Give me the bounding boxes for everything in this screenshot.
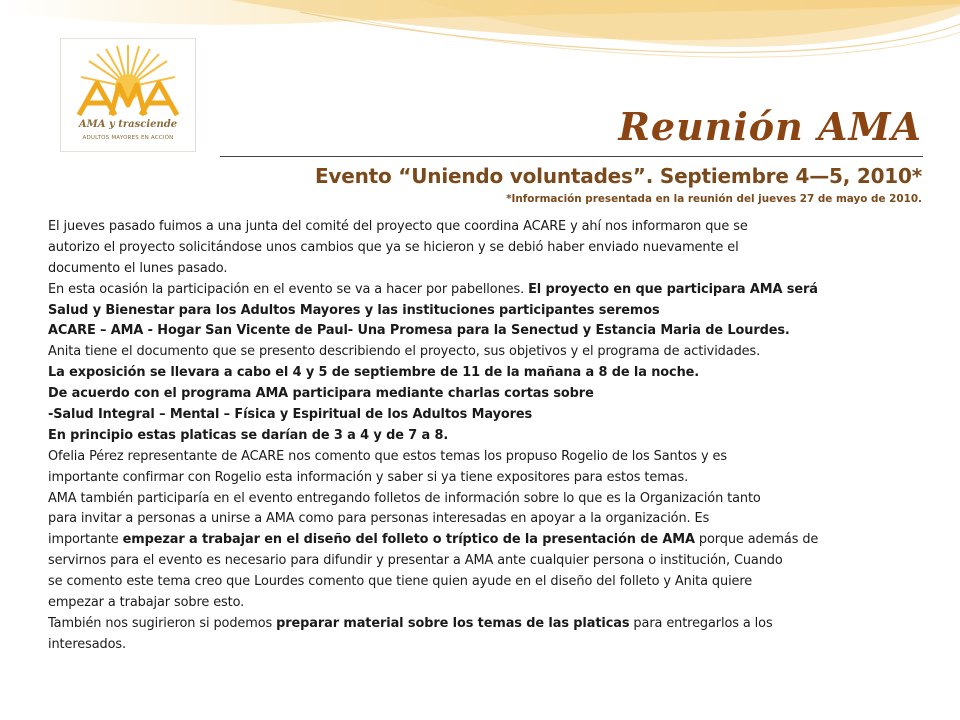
body-line: documento el lunes pasado. (48, 260, 228, 276)
body-line (48, 614, 934, 635)
title-divider (220, 156, 923, 157)
body-bold-text: preparar material sobre los temas de las platicas (276, 615, 630, 631)
body-line: servirnos para el evento es necesario para difundir y presentar a AMA ante cualquier persona o institución, Cuando (48, 553, 783, 569)
body-line: La exposición se llevara a cabo el 4 y 5 de septiembre de 11 de la mañana a 8 de la noche. (48, 365, 700, 381)
body-line: De acuerdo con el programa AMA participara mediante charlas cortas sobre (48, 386, 594, 402)
body-line (48, 530, 934, 551)
body-text: importante (48, 532, 123, 548)
body-text: para entregarlos a los (629, 615, 773, 631)
body-line: En principio estas platicas se darían de 3 a 4 y de 7 a 8. (48, 427, 449, 443)
body-line: -Salud Integral – Mental – Física y Espiritual de los Adultos Mayores (48, 407, 533, 423)
body-line: Salud y Bienestar para los Adultos Mayores y las instituciones participantes seremos (48, 302, 660, 318)
logo-tagline: AMA y trasciende (78, 119, 178, 130)
body-line: importante confirmar con Rogelio esta información y saber si ya tiene expositores para estos temas. (48, 469, 689, 485)
body-text: porque además de (694, 532, 819, 548)
body-line: empezar a trabajar sobre esto. (48, 595, 245, 611)
body-line: ACARE – AMA - Hogar San Vicente de Paul- Una Promesa para la Senectud y Estancia Maria de Lourdes. (48, 323, 790, 339)
event-subtitle: Evento “Uniendo voluntades”. Septiembre 4—5, 2010* (314, 164, 922, 188)
body-line: Ofelia Pérez representante de ACARE nos comento que estos temas los propuso Rogelio de los Santos y es (48, 448, 727, 464)
meeting-notes (48, 217, 934, 656)
ama-logo (60, 38, 196, 152)
body-line: se comento este tema creo que Lourdes comento que tiene quien ayude en el diseño del folleto y Anita quiere (48, 574, 753, 590)
body-bold-text: empezar a trabajar en el diseño del folleto o tríptico de la presentación de AMA (122, 532, 695, 548)
body-line: interesados. (48, 636, 126, 652)
body-bold-text: El proyecto en que participara AMA será (528, 281, 818, 297)
body-text: En esta ocasión la participación en el evento se va a hacer por pabellones. (48, 281, 529, 297)
body-line: AMA también participaría en el evento entregando folletos de información sobre lo que es la Organización tanto (48, 490, 761, 506)
body-line: autorizo el proyecto solicitándose unos cambios que ya se hicieron y se debió haber enviado nuevamente el (48, 239, 739, 255)
sun-ama-logo-icon (61, 39, 195, 119)
body-line: El jueves pasado fuimos a una junta del comité del proyecto que coordina ACARE y ahí nos informaron que se (48, 219, 748, 234)
body-line: para invitar a personas a unirse a AMA como para personas interesadas en apoyar a la organización. Es (48, 511, 710, 527)
body-line: Anita tiene el documento que se presento describiendo el proyecto, sus objetivos y el programa de actividades. (48, 344, 761, 360)
body-text: También nos sugirieron si podemos (48, 615, 277, 631)
info-note: *Información presentada en la reunión del jueves 27 de mayo de 2010. (506, 193, 922, 205)
body-line (48, 280, 934, 301)
logo-subtag: ADULTOS MAYORES EN ACCIÓN (82, 135, 174, 141)
page-title: Reunión AMA (618, 104, 922, 149)
